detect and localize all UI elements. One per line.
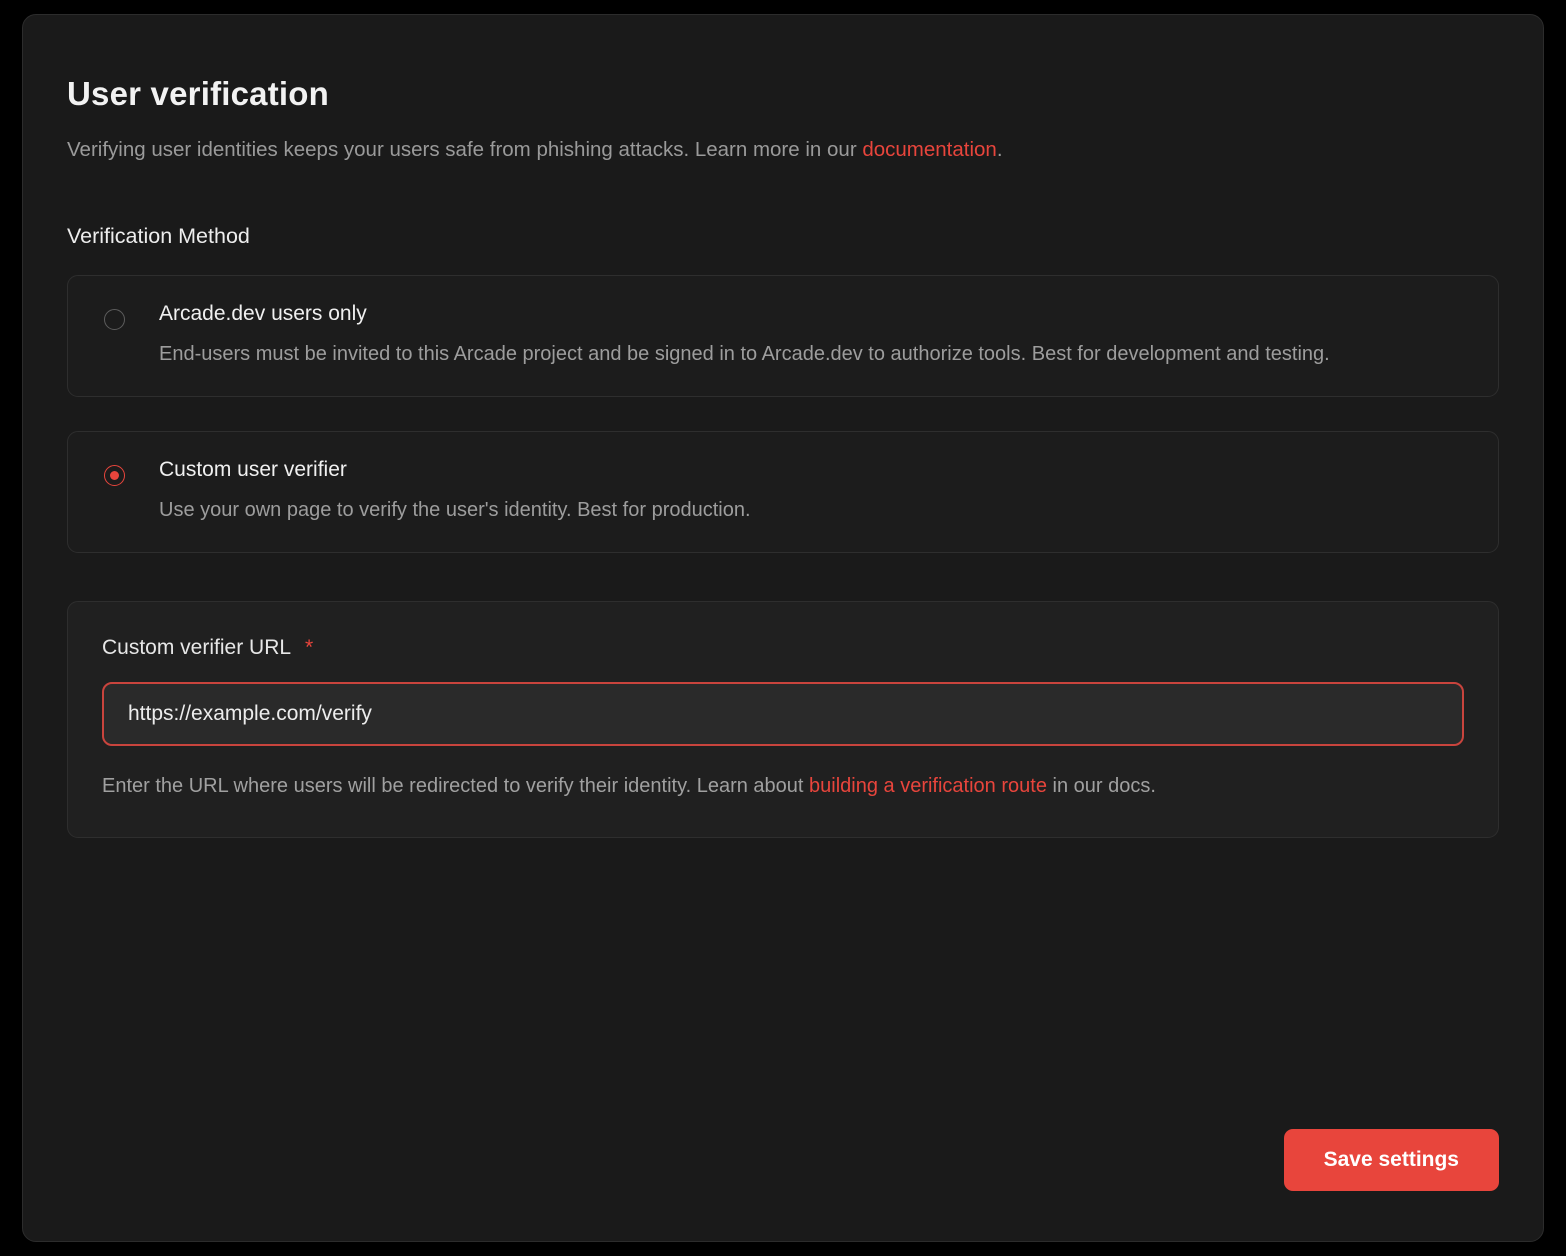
save-settings-button[interactable]: Save settings <box>1284 1129 1499 1191</box>
custom-verifier-url-card <box>67 601 1499 838</box>
option-custom-user-verifier-title: Custom user verifier <box>159 458 347 482</box>
option-arcade-users-only[interactable] <box>67 275 1499 397</box>
custom-verifier-url-label: Custom verifier URL <box>102 636 292 660</box>
option-custom-user-verifier-text <box>159 458 1468 524</box>
page-title: User verification <box>67 75 330 112</box>
subtitle-text-after: . <box>996 138 1003 161</box>
help-text-before: Enter the URL where users will be redirected to verify their identity. Learn about <box>102 775 810 798</box>
custom-verifier-url-label-row <box>102 636 1464 660</box>
user-verification-panel <box>22 14 1544 1242</box>
subtitle-text-before: Verifying user identities keeps your users safe from phishing attacks. Learn more in our <box>67 138 863 161</box>
radio-custom-user-verifier[interactable] <box>104 465 125 486</box>
option-arcade-users-only-text <box>159 302 1468 368</box>
radio-arcade-users-only[interactable] <box>104 309 125 330</box>
custom-verifier-url-input[interactable] <box>102 682 1464 746</box>
option-custom-user-verifier[interactable] <box>67 431 1499 553</box>
verification-method-label: Verification Method <box>67 223 250 248</box>
custom-verifier-url-help <box>102 772 1462 801</box>
required-marker: * <box>305 636 314 660</box>
documentation-link[interactable]: documentation <box>862 138 997 161</box>
help-text-after: in our docs. <box>1046 775 1156 798</box>
option-custom-user-verifier-description: Use your own page to verify the user's identity. Best for production. <box>159 499 751 522</box>
option-arcade-users-only-description: End-users must be invited to this Arcade project and be signed in to Arcade.dev to authorize tools. Best for development and testing. <box>159 342 1330 365</box>
verification-route-link[interactable]: building a verification route <box>809 775 1047 798</box>
page-subtitle <box>67 137 1499 164</box>
option-arcade-users-only-title: Arcade.dev users only <box>159 301 367 325</box>
panel-footer <box>1284 1129 1499 1191</box>
